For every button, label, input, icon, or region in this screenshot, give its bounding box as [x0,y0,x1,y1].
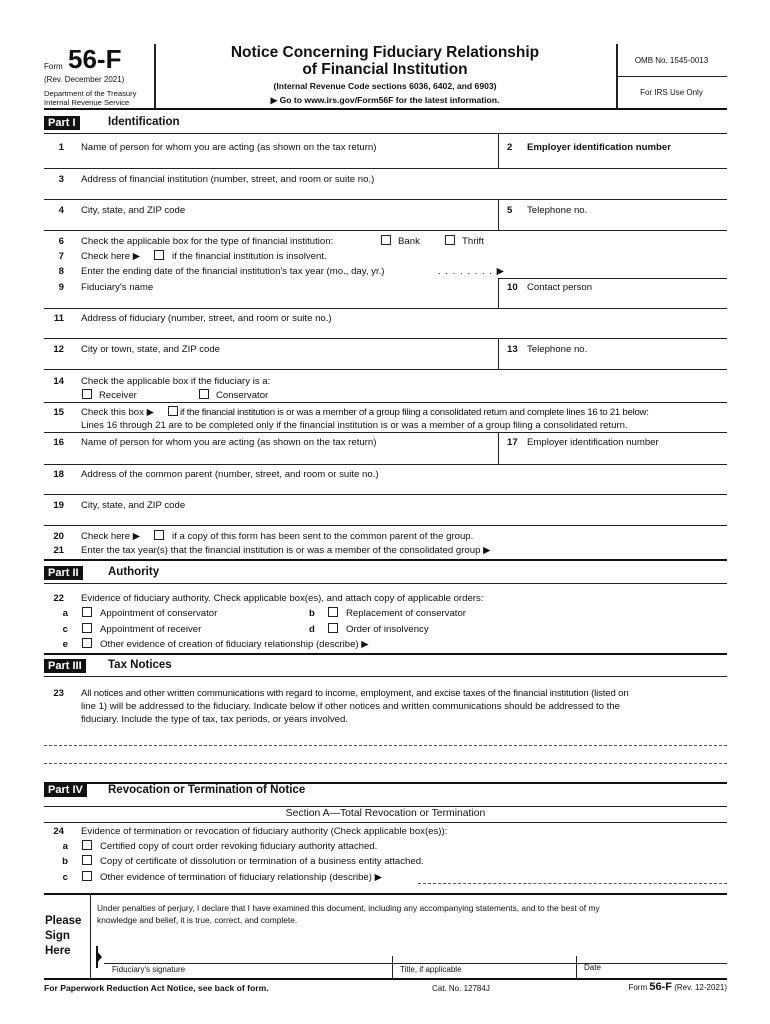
tax-notice-line-2[interactable] [44,763,727,764]
other-evidence-checkbox[interactable] [82,638,92,648]
item-22c-letter: c [62,624,68,635]
line-18-label: Address of the common parent (number, street, and room or suite no.) [81,469,379,480]
please-sign-here [45,914,81,959]
tax-year-end-field[interactable] [553,264,723,276]
line-5-number: 5 [507,205,513,216]
agency: Internal Revenue Service [44,98,130,107]
other-termination-checkbox[interactable] [82,871,92,881]
court-order-checkbox[interactable] [82,840,92,850]
line-21-number: 21 [53,545,64,556]
line-13-label: Telephone no. [527,344,588,355]
line-15-instruction: Lines 16 through 21 are to be completed only if the financial institution is or was a member of a group filing a consolidated return. [81,420,628,431]
line-14-label: Check the applicable box if the fiduciary is a: [81,376,271,387]
department: Department of the Treasury [44,89,137,98]
title-label: Title, if applicable [400,965,462,974]
form-title-line1: Notice Concerning Fiduciary Relationship [230,44,540,61]
line-11-label: Address of fiduciary (number, street, and room or suite no.) [81,313,332,324]
line-20-prefix: Check here ▶ [81,531,141,542]
date-label: Date [584,963,601,972]
line-11-number: 11 [53,313,64,324]
sign-here: Here [45,945,71,957]
line-1-name-field[interactable] [81,154,491,167]
footer-form-number: 56-F [649,981,672,993]
line-23-text-2: line 1) will be addressed to the fiduciary. Indicate below if other notices and written communications should be addressed to the [81,701,620,712]
omb-number: OMB No. 1545-0013 [634,56,709,65]
paperwork-notice: For Paperwork Reduction Act Notice, see back of form. [44,983,269,993]
sign-please: Please [45,915,82,927]
line-17-label: Employer identification number [527,437,659,448]
consolidated-return-checkbox[interactable] [168,406,178,416]
dissolution-certificate-checkbox[interactable] [82,855,92,865]
line-3-label: Address of financial institution (number, street, and room or suite no.) [81,174,375,185]
item-24c-letter: c [62,872,68,883]
item-22c-label: Appointment of receiver [100,624,202,635]
appointment-conservator-checkbox[interactable] [82,607,92,617]
item-24b-label: Copy of certificate of dissolution or termination of a business entity attached. [100,856,424,867]
website-instruction: ▶ Go to www.irs.gov/Form56F for the latest information. [270,95,500,105]
revision-date: (Rev. December 2021) [44,75,125,84]
footer-form-id [600,981,727,993]
footer-revision: (Rev. 12-2021) [674,983,727,992]
footer-form-word: Form [628,983,648,992]
line-5-label: Telephone no. [527,205,588,216]
form-word: Form [44,62,63,71]
line-18-number: 18 [53,469,64,480]
perjury-text-2: knowledge and belief, it is true, correct, and complete. [97,915,298,925]
line-9-number: 9 [58,282,64,293]
line-19-label: City, state, and ZIP code [81,500,186,511]
line-1-number: 1 [58,142,64,153]
item-24a-letter: a [62,841,68,852]
line-8-label: Enter the ending date of the financial institution's tax year (mo., day, yr.) [81,266,385,277]
line-17-number: 17 [507,437,518,448]
line-12-number: 12 [53,344,64,355]
item-22d-label: Order of insolvency [346,624,429,635]
line-8-leader: . . . . . . . . ▶ [438,266,506,277]
sign-sign: Sign [45,930,70,942]
part4-tag: Part IV [44,783,87,797]
item-22a-label: Appointment of conservator [100,608,218,619]
line-13-number: 13 [507,344,518,355]
conservator-option-label: Conservator [216,390,269,401]
order-insolvency-checkbox[interactable] [328,623,338,633]
title-field[interactable] [397,942,572,962]
line-16-label: Name of person for whom you are acting (as shown on the tax return) [81,437,377,448]
fiduciary-phone-field[interactable] [507,356,722,368]
tax-notice-line-1[interactable] [44,745,727,746]
line-2-number: 2 [507,142,513,153]
form-title-line2: of Financial Institution [302,61,468,78]
item-22b-label: Replacement of conservator [346,608,466,619]
line-6-number: 6 [58,236,64,247]
insolvent-checkbox[interactable] [154,250,164,260]
line-2-ein-field[interactable] [507,154,722,167]
line-9-label: Fiduciary's name [81,282,154,293]
line-12-label: City or town, state, and ZIP code [81,344,221,355]
part1-tag: Part I [44,116,80,130]
signature-field[interactable] [104,942,389,962]
signature-label: Fiduciary's signature [112,965,186,974]
line-16-number: 16 [53,437,64,448]
line-5-phone-field[interactable] [507,217,722,229]
line-3-address-field[interactable] [81,186,721,198]
item-22a-letter: a [62,608,68,619]
receiver-option-label: Receiver [99,390,137,401]
conservator-checkbox[interactable] [199,389,209,399]
part4-title: Revocation or Termination of Notice [108,784,306,796]
line-24-label: Evidence of termination or revocation of fiduciary authority (Check applicable box(es)): [81,826,448,837]
bank-checkbox[interactable] [381,235,391,245]
line-10-label: Contact person [527,282,593,293]
line-22-label: Evidence of fiduciary authority. Check applicable box(es), and attach copy of applicable orders: [81,593,484,604]
form-number: 56-F [68,44,122,74]
form-title [154,44,616,78]
line-2-label: Employer identification number [527,142,671,153]
line-23-text-3: fiduciary. Include the type of tax, tax periods, or years involved. [81,714,348,725]
line-7-label: if the financial institution is insolvent. [172,251,327,262]
line-15-label: if the financial institution is or was a member of a group filing a consolidated return and complete lines 16 to 21 below: [180,407,649,418]
part1-title: Identification [108,116,180,128]
item-24b-letter: b [62,856,68,867]
irs-use-only: For IRS Use Only [640,88,703,97]
appointment-receiver-checkbox[interactable] [82,623,92,633]
parent-city-field[interactable] [81,512,721,524]
fiduciary-name-field[interactable] [81,294,491,306]
line-14-number: 14 [53,376,64,387]
line-24-number: 24 [53,826,64,837]
line-4-city-field[interactable] [81,217,491,229]
item-22e-letter: e [62,639,68,650]
section-a-heading: Section A—Total Revocation or Termination [285,808,486,819]
parent-address-field[interactable] [81,481,721,493]
item-22b-letter: b [309,608,315,619]
part2-tag: Part II [44,566,83,580]
line-1-label: Name of person for whom you are acting (as shown on the tax return) [81,142,377,153]
consolidated-years-field[interactable] [548,543,723,555]
copy-sent-checkbox[interactable] [154,530,164,540]
line-7-prefix: Check here ▶ [81,251,141,262]
part2-title: Authority [108,566,160,578]
perjury-text-1: Under penalties of perjury, I declare that I have examined this document, including any accompanying statements, and to the best of my [97,903,600,913]
line-8-number: 8 [58,266,64,277]
line-23-number: 23 [53,688,64,699]
line-15-prefix: Check this box ▶ [81,407,154,418]
other-evidence-field[interactable] [400,637,722,649]
line-4-number: 4 [58,205,64,216]
line-20-number: 20 [53,531,64,542]
item-24c-label: Other evidence of termination of fiduciary relationship (describe) ▶ [100,872,382,883]
catalog-number: Cat. No. 12784J [432,984,490,993]
line-19-number: 19 [53,500,64,511]
replacement-conservator-checkbox[interactable] [328,607,338,617]
other-termination-field[interactable] [418,883,727,884]
line-23-text-1: All notices and other written communications with regard to income, employment, and excise taxes of the financial institution (listed on [81,688,629,699]
bank-option-label: Bank [398,236,420,247]
item-24a-label: Certified copy of court order revoking fiduciary authority attached. [100,841,378,852]
line-20-label: if a copy of this form has been sent to the common parent of the group. [172,531,474,542]
item-22e-label: Other evidence of creation of fiduciary relationship (describe) ▶ [100,639,369,650]
fiduciary-city-field[interactable] [81,356,491,368]
thrift-checkbox[interactable] [445,235,455,245]
line-21-label: Enter the tax year(s) that the financial institution is or was a member of the consolidated group ▶ [81,545,491,556]
form-subtitle: (Internal Revenue Code sections 6036, 6402, and 6903) [273,81,497,91]
thrift-option-label: Thrift [462,236,484,247]
line-6-label: Check the applicable box for the type of financial institution: [81,236,334,247]
line-4-label: City, state, and ZIP code [81,205,186,216]
contact-person-field[interactable] [507,294,722,306]
item-22d-letter: d [309,624,315,635]
date-field[interactable] [580,942,725,962]
line-22-number: 22 [53,593,64,604]
line-10-number: 10 [507,282,518,293]
fiduciary-address-field[interactable] [81,325,721,337]
part3-tag: Part III [44,659,86,673]
line-7-number: 7 [58,251,64,262]
receiver-checkbox[interactable] [82,389,92,399]
parent-ein-field[interactable] [507,450,722,462]
parent-name-field[interactable] [81,450,491,462]
line-15-number: 15 [53,407,64,418]
line-3-number: 3 [58,174,64,185]
part3-title: Tax Notices [108,659,172,671]
